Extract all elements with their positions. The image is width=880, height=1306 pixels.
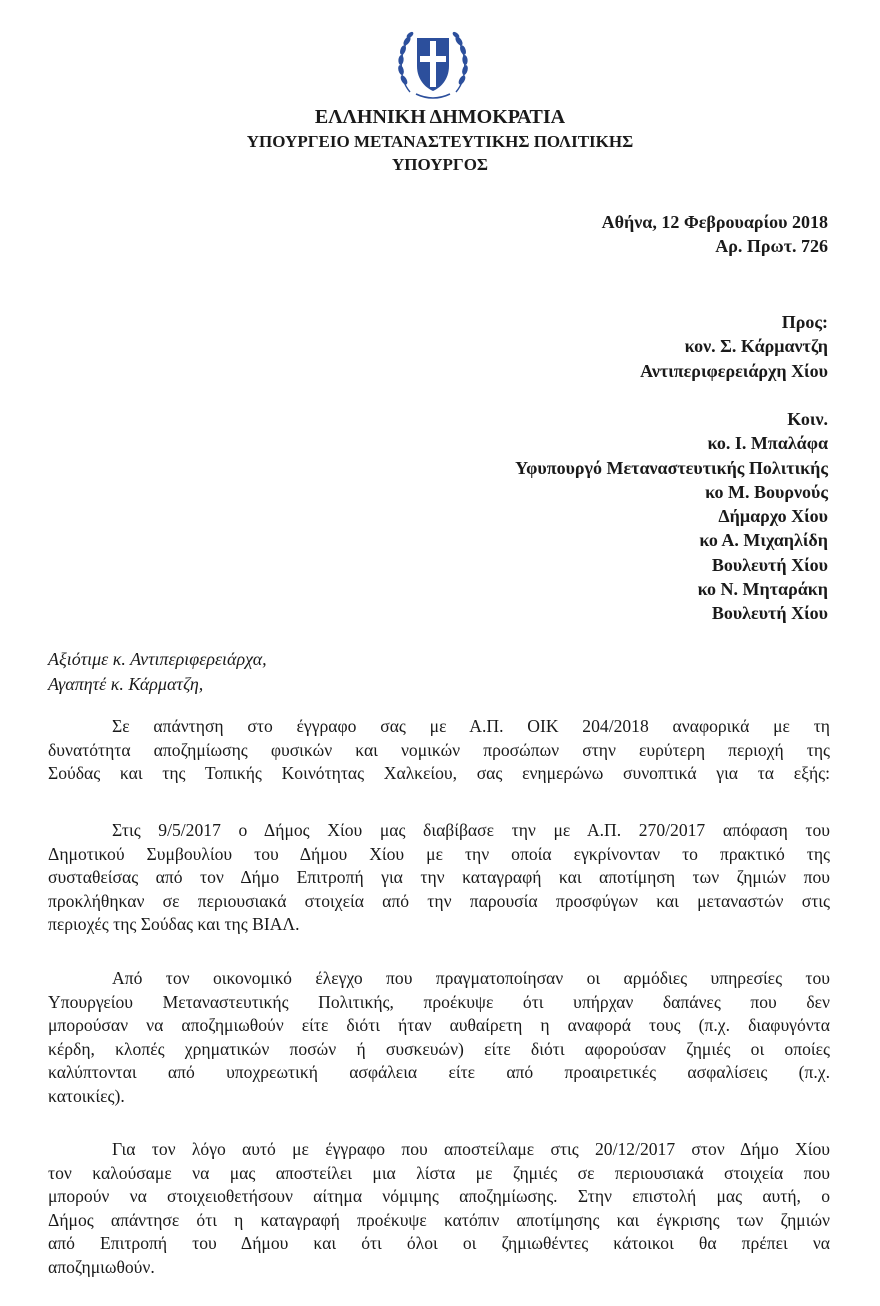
protocol-number: Αρ. Πρωτ. 726 [715, 236, 828, 257]
paragraph-line: καλύπτονται από υποχρεωτική ασφάλεια είτε από προαιρετικές ασφαλίσεις (π.χ. [48, 1062, 830, 1083]
cc-line: κο. Ι. Μπαλάφα [707, 433, 828, 454]
header-ministry: ΥΠΟΥΡΓΕΙΟ ΜΕΤΑΝΑΣΤΕΥΤΙΚΗΣ ΠΟΛΙΤΙΚΗΣ [246, 132, 634, 151]
paragraph-line: Δήμος απάντησε ότι η καταγραφή προέκυψε κατόπιν αποτίμησης και έγκρισης των ζημιών [48, 1209, 830, 1230]
cc-line: κο Ν. Μηταράκη [697, 579, 828, 600]
paragraph-line: Υπουργείου Μεταναστευτικής Πολιτικής, προέκυψε ότι υπήρχαν δαπάνες που δεν [48, 991, 830, 1012]
cc-line: Υφυπουργό Μεταναστευτικής Πολιτικής [515, 457, 828, 478]
recipient-block [640, 310, 828, 383]
body-paragraph-3 [48, 967, 830, 1109]
paragraph-line: Για τον λόγο αυτό με έγγραφο που αποστείλαμε στις 20/12/2017 στον Δήμο Χίου [112, 1139, 830, 1159]
cc-line: κο Μ. Βουρνούς [705, 481, 828, 502]
body-paragraph-4 [48, 1138, 830, 1280]
recipient-label: Προς: [781, 312, 828, 332]
paragraph-line: Δημοτικού Συμβουλίου του Δήμου Χίου με την οποία εγκρίνονταν το πρακτικό της [48, 843, 830, 864]
paragraph-line: από Επιτροπή του Δήμου και ότι όλοι οι ζημιωθέντες κάτοικοι θα πρέπει να [48, 1233, 830, 1254]
body-paragraph-1 [48, 715, 830, 786]
paragraph-line: Σούδας και της Τοπικής Κοινότητας Χαλκείου, σας ενημερώνω συνοπτικά για τα εξής: [48, 763, 830, 784]
salutation [48, 647, 267, 697]
body-paragraph-2 [48, 819, 830, 937]
paragraph-line: προκλήθηκαν σε περιουσιακά στοιχεία από την παρουσία προσφύγων και μεταναστών στις [48, 890, 830, 911]
paragraph-line: Στις 9/5/2017 ο Δήμος Χίου μας διαβίβασε την με Α.Π. 270/2017 απόφαση του [112, 820, 830, 840]
cc-line: κο Α. Μιχαηλίδη [699, 530, 828, 551]
paragraph-line: μπορούν να στοιχειοθετήσουν αίτημα νόμιμης αποζημίωσης. Στην επιστολή μας αυτή, ο [48, 1186, 830, 1207]
cc-line: Δήμαρχο Χίου [718, 506, 828, 527]
paragraph-line: μπορούσαν να αποζημιωθούν είτε διότι ήταν αυθαίρετη η αναφορά τους (π.χ. διαφυγόντα [48, 1015, 830, 1036]
paragraph-line: συσταθείσας από τον Δήμο Επιτροπή για την καταγραφή και αποτίμηση των ζημιών που [48, 867, 830, 888]
header-country: ΕΛΛΗΝΙΚΗ ΔΗΜΟΚΡΑΤΙΑ [314, 106, 566, 128]
greek-coat-of-arms-icon [396, 22, 470, 104]
recipient-title: Αντιπεριφερειάρχη Χίου [640, 360, 828, 381]
recipient-name: κον. Σ. Κάρμαντζη [684, 336, 828, 357]
paragraph-line: τον καλούσαμε να μας αποστείλει μια λίστα με ζημιές σε περιουσιακά στοιχεία που [48, 1162, 830, 1183]
paragraph-line: αποζημιωθούν. [48, 1256, 155, 1277]
cc-line: Βουλευτή Χίου [711, 554, 828, 575]
paragraph-line: κατοικίες). [48, 1085, 125, 1106]
letter-date: Αθήνα, 12 Φεβρουαρίου 2018 [601, 212, 828, 232]
paragraph-line: Σε απάντηση στο έγγραφο σας με Α.Π. ΟΙΚ 204/2018 αναφορικά με τη [112, 716, 830, 736]
date-block [602, 210, 828, 259]
cc-label: Κοιν. [787, 409, 828, 429]
cc-block [515, 407, 828, 626]
paragraph-line: κέρδη, κλοπές χρηματικών ποσών ή συσκευών) είτε διότι αφορούσαν ζημιές οι οποίες [48, 1038, 830, 1059]
paragraph-line: περιοχές της Σούδας και της ΒΙΑΛ. [48, 914, 300, 935]
header-minister: ΥΠΟΥΡΓΟΣ [391, 155, 489, 174]
salutation-line: Αγαπητέ κ. Κάρματζη, [48, 674, 204, 694]
cc-line: Βουλευτή Χίου [711, 603, 828, 624]
paragraph-line: Από τον οικονομικό έλεγχο που πραγματοποίησαν οι αρμόδιες υπηρεσίες του [112, 968, 830, 988]
paragraph-line: δυνατότητα αποζημίωσης φυσικών και νομικών προσώπων στην ευρύτερη περιοχή της [48, 739, 830, 760]
salutation-line: Αξιότιμε κ. Αντιπεριφερειάρχα, [48, 649, 267, 669]
